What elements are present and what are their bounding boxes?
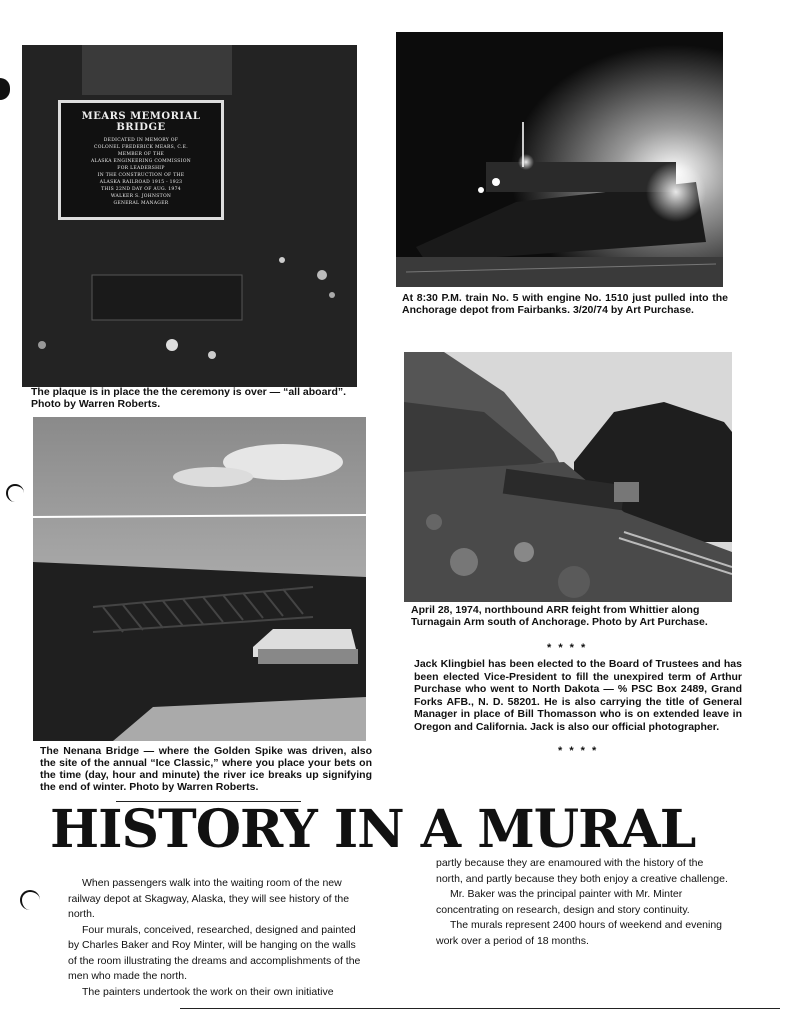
nenana-bridge-photo — [33, 417, 366, 741]
turnagain-photo — [404, 352, 732, 602]
plaque-line: WALKER S. JOHNSTON — [110, 194, 172, 199]
plaque-line: MEMBER OF THE — [117, 152, 165, 157]
article-left-column — [68, 876, 364, 1000]
article-headline: HISTORY IN A MURAL — [50, 799, 696, 860]
article-paragraph: The painters undertook the work on their own initiative — [82, 985, 334, 998]
plaque-line: ALASKA RAILROAD 1915 - 1923 — [99, 180, 183, 185]
binder-hole-mark — [0, 78, 10, 100]
article-paragraph: Four murals, conceived, researched, designed and painted by Charles Baker and Roy Minter, will be hanging on the walls of the room illustrating the dreams and accomplishments of the men who made the north. — [68, 923, 361, 982]
plaque-line: FOR LEADERSHIP — [117, 166, 165, 171]
plaque-line: DEDICATED IN MEMORY OF — [103, 138, 179, 143]
turnagain-caption: April 28, 1974, northbound ARR feight from Whittier along Turnagain Arm south of Anchorage. Photo by Art Purchase. — [411, 604, 708, 628]
turnagain-image — [404, 352, 732, 602]
night-train-caption: At 8:30 P.M. train No. 5 with engine No. 1510 just pulled into the Anchorage depot from Fairbanks. 3/20/74 by Art Purchase. — [402, 292, 728, 316]
article-paragraph: When passengers walk into the waiting room of the new railway depot at Skagway, Alaska, they will see history of the north. — [68, 877, 350, 920]
plaque-line: COLONEL FREDERICK MEARS, C.E. — [94, 145, 188, 150]
plaque-caption: The plaque is in place the the ceremony is over — “all aboard”. Photo by Warren Roberts. — [31, 386, 347, 410]
nenana-bridge-caption: The Nenana Bridge — where the Golden Spike was driven, also the site of the annual “Ice Classic,” where you place your bets on the time (day, hour and minute) the river ice breaks up signifying the end of winter. Photo by Warren Roberts. — [40, 745, 372, 793]
night-train-photo — [396, 32, 723, 287]
nenana-bridge-image — [33, 417, 366, 741]
article-paragraph: partly because they are enamoured with the history of the north, and partly because they both enjoy a creative challenge. — [436, 857, 728, 885]
article-paragraph: The murals represent 2400 hours of weekend and evening work over a period of 18 months. — [436, 919, 723, 947]
separator-stars: * * * * — [558, 745, 599, 757]
memorial-plaque — [58, 100, 224, 220]
article-right-column — [436, 856, 730, 949]
plaque-line: GENERAL MANAGER — [113, 201, 169, 206]
plaque-line: ALASKA ENGINEERING COMMISSION — [91, 159, 191, 164]
plaque-title: MEARS MEMORIAL BRIDGE — [81, 111, 201, 133]
bottom-rule — [180, 1008, 780, 1009]
night-train-image — [396, 32, 723, 287]
announcement-text: Jack Klingbiel has been elected to the Board of Trustees and has been elected Vice-President to fill the unexpired term of Arthur Purchase who went to North Dakota — % PSC Box 2489, Grand Forks AFB., N. D. 58201. He is also carrying the title of General Manager in place of Bill Thomasson who is on extended leave in Oregon and California. Jack is also our official photographer. — [414, 658, 742, 733]
plaque-line: THIS 22ND DAY OF AUG. 1974 — [101, 187, 181, 192]
plaque-line: IN THE CONSTRUCTION OF THE — [97, 173, 185, 178]
separator-stars: * * * * — [547, 642, 588, 654]
binder-hole-mark — [6, 484, 24, 502]
binder-hole-mark — [20, 890, 40, 910]
article-paragraph: Mr. Baker was the principal painter with Mr. Minter concentrating on research, design and story continuity. — [436, 888, 690, 916]
